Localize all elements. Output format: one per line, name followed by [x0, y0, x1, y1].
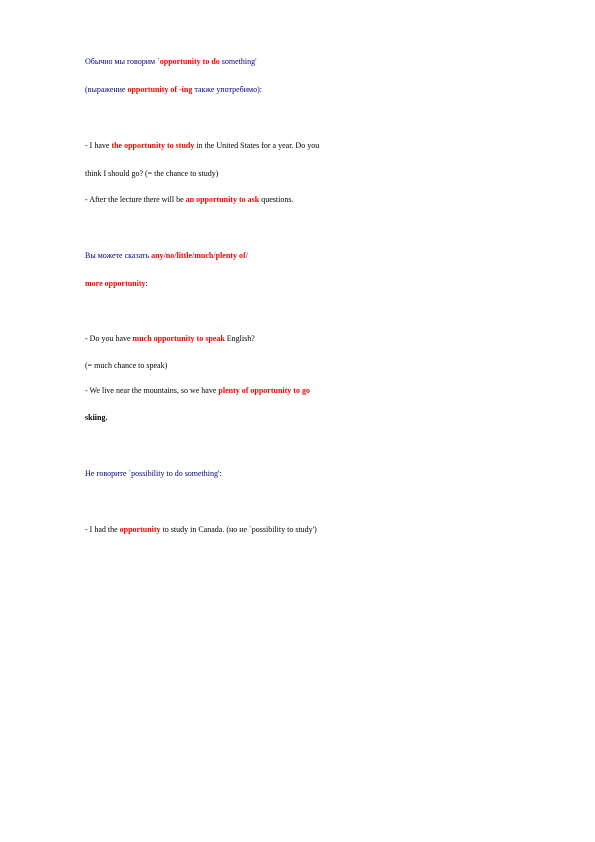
example-4-line: [85, 386, 310, 396]
intro-text-2: something': [219, 57, 257, 66]
phrase-much-opportunity-to-speak: much opportunity to speak: [132, 334, 225, 343]
ex5-text-1: - I had the: [85, 525, 120, 534]
quant-text: Вы можете сказать: [85, 251, 152, 260]
phrase-an-opportunity-to-ask: an opportunity to ask: [185, 195, 260, 204]
ex4-text-1: - We live near the mountains, so we have: [85, 386, 219, 395]
example-1-continuation: think I should go? (= the chance to study): [85, 169, 219, 178]
slash-1: /: [163, 251, 166, 260]
quantifiers-line: [85, 251, 248, 261]
word-opportunity: opportunity: [119, 525, 161, 534]
word-much: much: [194, 251, 214, 260]
word-little: little: [176, 251, 193, 260]
ex5-text-2: to study in Canada. (но не `possibility to study'): [160, 525, 317, 534]
phrase-opportunity-to-do: opportunity to do: [159, 57, 220, 66]
phrase-opportunity-of-ing: opportunity of -ing: [127, 85, 193, 94]
slash-4: /: [213, 251, 216, 260]
word-plenty-of: plenty of: [215, 251, 246, 260]
example-2-line: [85, 195, 293, 205]
slash-3: /: [192, 251, 195, 260]
intro-line: [85, 57, 257, 67]
slash-2: /: [174, 251, 177, 260]
phrase-plenty-of-opportunity-to-go: plenty of opportunity to go: [218, 386, 310, 395]
ex1-text-1: - I have: [85, 141, 112, 150]
warning-line: Не говорите `possibility to do something':: [85, 469, 222, 478]
word-any: any: [151, 251, 164, 260]
phrase-the-opportunity-to-study: the opportunity to study: [111, 141, 195, 150]
intro-text-1: Обычно мы говорим `: [85, 57, 160, 66]
example-4-continuation: skiing.: [85, 413, 108, 422]
phrase-more-opportunity: more opportunity: [85, 279, 146, 288]
word-no: no: [165, 251, 175, 260]
ex1-text-2: in the United States for a year. Do you: [194, 141, 320, 150]
colon: :: [145, 279, 148, 288]
alternative-line: [85, 85, 262, 95]
ex3-text-2: English?: [224, 334, 255, 343]
ex3-text-1: - Do you have: [85, 334, 133, 343]
ex2-text-2: questions.: [259, 195, 294, 204]
slash-5: /: [245, 251, 248, 260]
alt-text-2: также употребимо):: [192, 85, 262, 94]
ex2-text-1: - After the lecture there will be: [85, 195, 186, 204]
alt-text-1: (выражение: [85, 85, 128, 94]
quantifiers-continuation: [85, 279, 148, 289]
example-3-continuation: (= much chance to speak): [85, 361, 168, 370]
example-5-line: [85, 525, 317, 535]
example-3-line: [85, 334, 255, 344]
example-1-line: [85, 141, 319, 151]
